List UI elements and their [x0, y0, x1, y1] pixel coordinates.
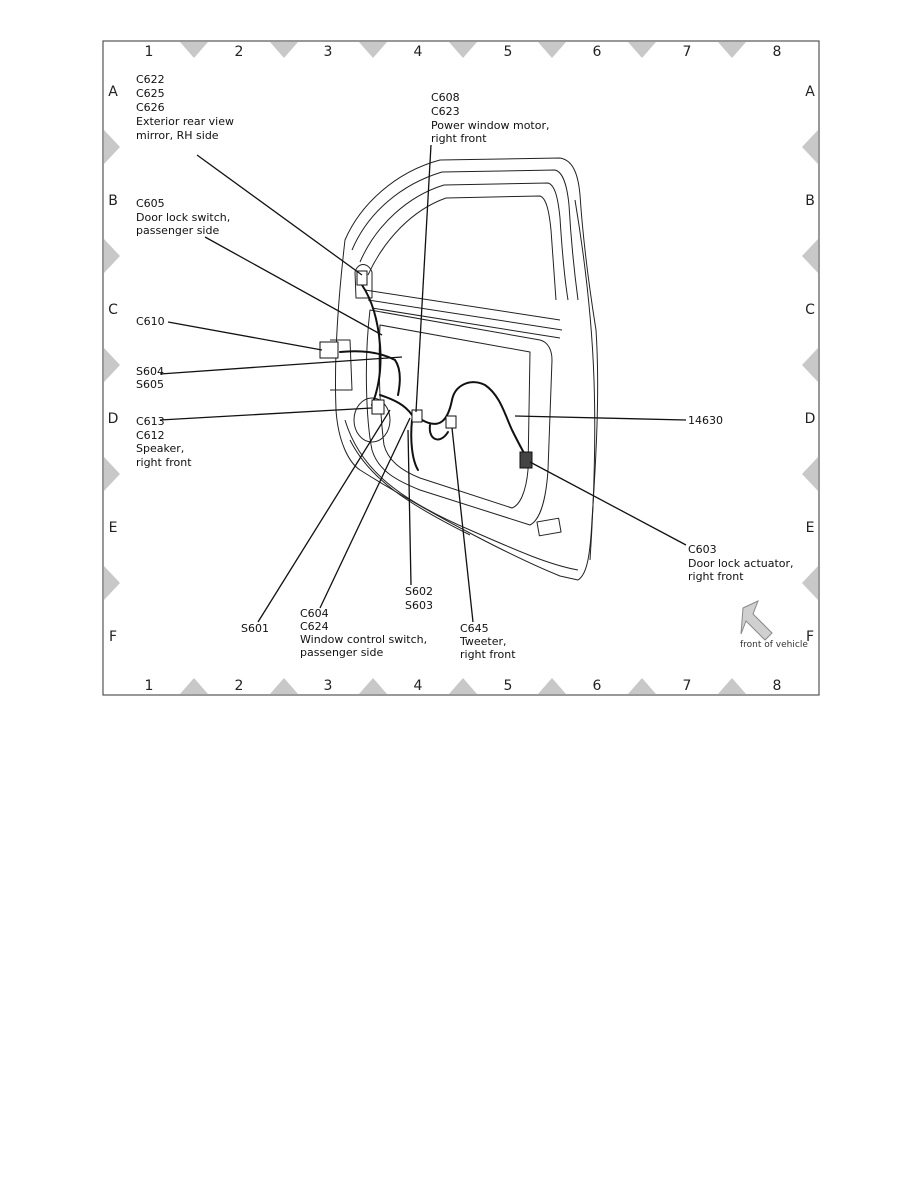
- grid-row-label: E: [805, 520, 815, 536]
- callout-line: right front: [136, 456, 192, 469]
- callout-line: right front: [688, 570, 744, 583]
- grid-col-label: 4: [413, 44, 423, 60]
- callout-line: Exterior rear view: [136, 115, 235, 128]
- grid-col-label: 1: [144, 44, 154, 60]
- callout-line: Power window motor,: [431, 119, 550, 132]
- grid-row-label: D: [804, 411, 816, 427]
- grid-row-label: A: [108, 84, 118, 100]
- grid-col-label: 5: [503, 44, 513, 60]
- callout-line: S601: [241, 622, 269, 635]
- connector-door-lock-actuator: [520, 452, 532, 468]
- grid-row-label: F: [805, 629, 815, 645]
- callout-line: C605: [136, 197, 165, 210]
- callout-s601: [241, 622, 269, 635]
- grid-row-label: B: [805, 193, 815, 209]
- connector-c610: [320, 342, 338, 358]
- connector-window-motor: [412, 410, 422, 422]
- callout-line: 14630: [688, 414, 723, 427]
- callout-line: C612: [136, 429, 165, 442]
- grid-col-label: 3: [323, 44, 333, 60]
- grid-col-label: 8: [772, 44, 782, 60]
- grid-col-label: 4: [413, 678, 423, 694]
- callout-line: S602: [405, 585, 433, 598]
- callout-line: passenger side: [300, 646, 384, 659]
- callout-line: right front: [431, 132, 487, 145]
- grid-col-label: 5: [503, 678, 513, 694]
- callout-line: C603: [688, 543, 717, 556]
- grid-col-label: 6: [592, 44, 602, 60]
- callout-line: C625: [136, 87, 165, 100]
- callout-line: S604: [136, 365, 164, 378]
- callout-line: C613: [136, 415, 165, 428]
- callout-splices-s602: [405, 585, 436, 612]
- callout-c610: [136, 315, 165, 328]
- callout-line: Window control switch,: [300, 633, 428, 646]
- grid-row-label: C: [108, 302, 118, 318]
- grid-row-label: B: [108, 193, 118, 209]
- grid-row-label: F: [108, 629, 118, 645]
- callout-line: mirror, RH side: [136, 129, 219, 142]
- callout-line: C622: [136, 73, 165, 86]
- grid-col-label: 3: [323, 678, 333, 694]
- grid-col-label: 7: [682, 44, 692, 60]
- front-of-vehicle-label: front of vehicle: [740, 640, 808, 650]
- callout-line: C610: [136, 315, 165, 328]
- grid-col-label: 6: [592, 678, 602, 694]
- callout-line: passenger side: [136, 224, 220, 237]
- callout-line: C623: [431, 105, 460, 118]
- grid-col-label: 2: [234, 678, 244, 694]
- grid-row-label: C: [805, 302, 815, 318]
- grid-col-label: 7: [682, 678, 692, 694]
- callout-line: C645: [460, 622, 489, 635]
- connector-speaker: [372, 400, 384, 414]
- callout-line: C626: [136, 101, 165, 114]
- callout-line: Tweeter,: [460, 635, 507, 648]
- callout-line: S605: [136, 378, 164, 391]
- callout-line: right front: [460, 648, 516, 661]
- callout-splices-s604: [136, 365, 167, 391]
- grid-col-label: 2: [234, 44, 244, 60]
- callout-line: Door lock actuator,: [688, 557, 794, 570]
- callout-line: C624: [300, 620, 329, 633]
- callout-line: Door lock switch,: [136, 211, 231, 224]
- callout-harness: [688, 414, 723, 427]
- grid-row-label: E: [108, 520, 118, 536]
- connector-tweeter: [446, 416, 456, 428]
- grid-col-label: 8: [772, 678, 782, 694]
- callout-line: C608: [431, 91, 460, 104]
- grid-col-label: 1: [144, 678, 154, 694]
- grid-row-label: A: [805, 84, 815, 100]
- callout-line: Speaker,: [136, 442, 185, 455]
- grid-row-label: D: [107, 411, 119, 427]
- callout-line: S603: [405, 599, 433, 612]
- callout-line: C604: [300, 607, 329, 620]
